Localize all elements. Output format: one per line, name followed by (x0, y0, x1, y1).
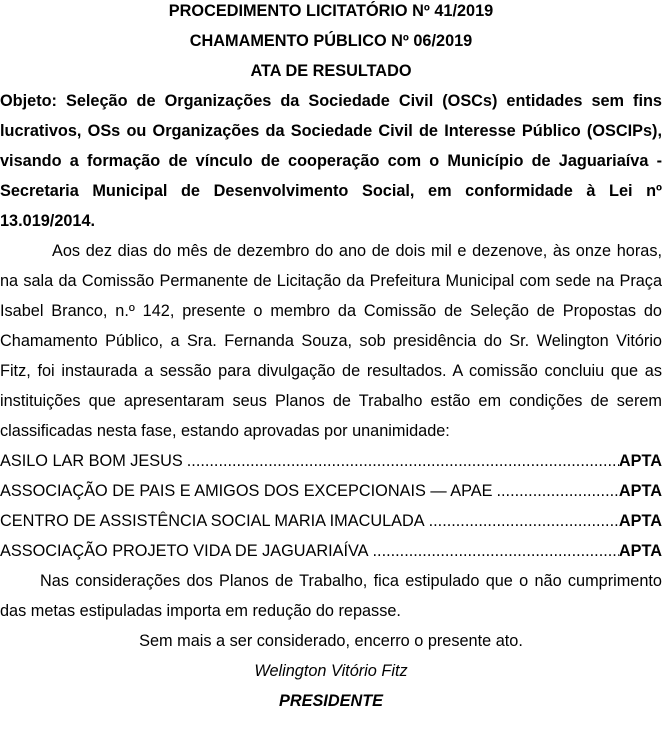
result-status: APTA (618, 512, 662, 530)
institution-name: ASSOCIAÇÃO DE PAIS E AMIGOS DOS EXCEPCIONAIS — APAE (0, 482, 493, 500)
result-status: APTA (618, 482, 662, 500)
dot-leader (373, 536, 619, 566)
object-statement: Objeto: Seleção de Organizações da Sociedade Civil (OSCs) entidades sem fins lucrativos, OSs ou Organizações da Sociedade Civil de Interesse Público (OSCIPs), visando a formação de vínculo de cooperação com o Município de Jaguariaíva - Secretaria Municipal de Desenvolvimento Social, em conformidade à Lei nº 13.019/2014. (0, 92, 662, 230)
result-row (0, 536, 662, 566)
result-row (0, 446, 662, 476)
closing-statement: Sem mais a ser considerado, encerro o presente ato. (139, 632, 523, 650)
institution-name: ASSOCIAÇÃO PROJETO VIDA DE JAGUARIAÍVA (0, 542, 369, 560)
signer-role: PRESIDENTE (278, 692, 384, 710)
procedure-title: PROCEDIMENTO LICITATÓRIO Nº 41/2019 (168, 2, 494, 20)
call-title: CHAMAMENTO PÚBLICO Nº 06/2019 (189, 32, 473, 50)
result-status: APTA (618, 452, 662, 470)
result-row (0, 476, 662, 506)
minutes-title: ATA DE RESULTADO (250, 62, 412, 80)
considerations-paragraph: Nas considerações dos Planos de Trabalho, fica estipulado que o não cumprimento das metas estipuladas importa em redução do repasse. (0, 572, 662, 620)
institution-name: CENTRO DE ASSISTÊNCIA SOCIAL MARIA IMACULADA (0, 512, 425, 530)
signer-name: Welington Vitório Fitz (254, 662, 408, 680)
results-list (0, 446, 662, 566)
dot-leader (429, 506, 619, 536)
dot-leader (187, 446, 619, 476)
institution-name: ASILO LAR BOM JESUS (0, 452, 183, 470)
result-row (0, 506, 662, 536)
session-paragraph: Aos dez dias do mês de dezembro do ano de dois mil e dezenove, às onze horas, na sala da Comissão Permanente de Licitação da Prefeitura Municipal com sede na Praça Isabel Branco, n.º 142, presente o membro da Comissão de Seleção de Propostas do Chamamento Público, a Sra. Fernanda Souza, sob presidência do Sr. Welington Vitório Fitz, foi instaurada a sessão para divulgação de resultados. A comissão concluiu que as instituições que apresentaram seus Planos de Trabalho estão em condições de serem classificadas nesta fase, estando aprovadas por unanimidade: (0, 242, 662, 440)
dot-leader (497, 476, 619, 506)
result-status: APTA (618, 542, 662, 560)
